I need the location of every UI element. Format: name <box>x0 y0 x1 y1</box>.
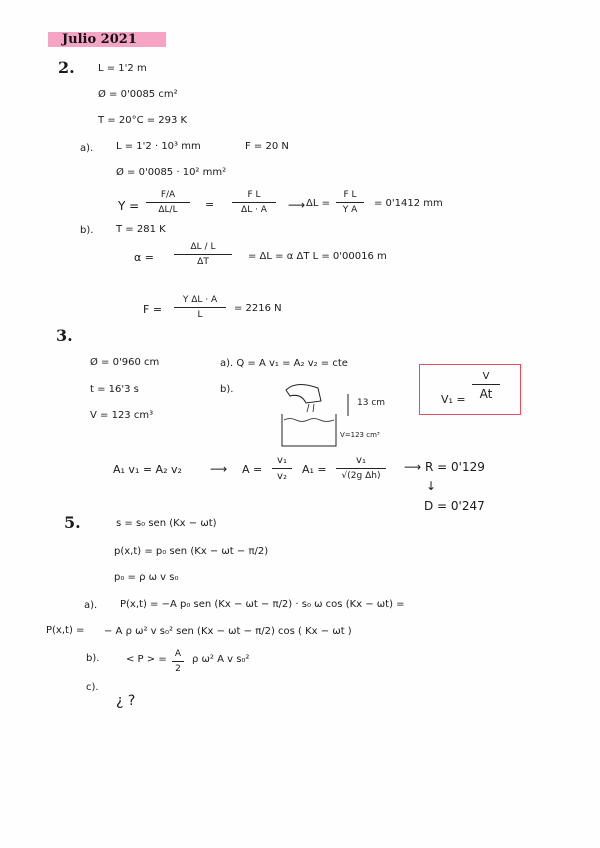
p5-half-fraction <box>172 650 184 674</box>
fraction-denominator: 2 <box>175 664 181 674</box>
p2-part-b-label: b). <box>80 225 94 236</box>
p5-part-c-label: c). <box>86 682 99 693</box>
p2-length: L = 1'2 m <box>98 63 147 74</box>
p3-volume-label: V=123 cm³ <box>340 431 380 439</box>
p3-volume: V = 123 cm³ <box>90 410 154 421</box>
p2-diameter-mm: Ø = 0'0085 · 10² mm² <box>116 167 227 178</box>
p2-temperature-2: T = 281 K <box>116 224 166 235</box>
problem-2-number: 2. <box>58 58 75 77</box>
p5-mean-power-lhs: < P > = <box>126 654 167 665</box>
p3-diameter-result: D = 0'247 <box>424 499 485 513</box>
page-title: Julio 2021 <box>62 32 137 47</box>
p2-alpha-lhs: α = <box>134 251 154 264</box>
water-surface <box>284 419 334 422</box>
p3-diameter: Ø = 0'960 cm <box>90 357 160 368</box>
p2-length-mm: L = 1'2 · 10³ mm <box>116 141 201 152</box>
p2-delta-l-lhs: ΔL = <box>306 198 330 209</box>
p3-box-fraction <box>472 372 500 400</box>
problem-5-number: 5. <box>64 513 81 532</box>
problem-3-number: 3. <box>56 326 73 345</box>
p5-part-c-question: ¿ ? <box>116 693 136 709</box>
fraction-denominator: ΔL/L <box>158 205 178 215</box>
p2-force-lhs: F = <box>143 303 163 316</box>
p2-force-result: = 2216 N <box>234 303 282 314</box>
fraction-numerator: V <box>482 371 490 382</box>
p2-arrow: ⟶ <box>288 198 306 212</box>
p5-mean-power-rhs: ρ ω² A v s₀² <box>192 654 250 665</box>
fraction-numerator: v₁ <box>356 455 366 466</box>
p5-part-b-label: b). <box>86 653 100 664</box>
tap-icon <box>286 384 321 403</box>
p2-force: F = 20 N <box>245 141 289 152</box>
fraction-denominator: v₂ <box>277 471 287 482</box>
fraction-numerator: F/A <box>160 190 176 200</box>
fraction-numerator: F L <box>247 190 261 200</box>
p5-part-a-label: a). <box>84 600 98 611</box>
p5-power-lhs: P(x,t) = <box>46 625 85 636</box>
p3-area1-symbol: A₁ = <box>302 463 327 476</box>
p5-pressure-amplitude: p₀ = ρ ω v s₀ <box>114 572 179 583</box>
fraction-denominator: Y A <box>342 205 358 215</box>
p2-equals-1: = <box>205 198 215 211</box>
fraction-numerator: ΔL / L <box>190 242 216 252</box>
p3-area-lhs: A = <box>242 463 263 476</box>
p3-box-lhs: V₁ = <box>441 393 466 406</box>
p5-power-eq-1: P(x,t) = −A p₀ sen (Kx − ωt − π/2) · s₀ ω cos (Kx − ωt) = <box>120 599 405 610</box>
p2-delta-l-result: = 0'1412 mm <box>374 198 443 209</box>
p2-diameter: Ø = 0'0085 cm² <box>98 89 178 100</box>
p3-boxed-formula <box>419 364 521 415</box>
p2-alpha-rhs: = ΔL = α ΔT L = 0'00016 m <box>248 251 387 262</box>
p3-height-label: 13 cm <box>357 398 386 408</box>
fraction-denominator: At <box>479 387 493 401</box>
fraction-denominator: ΔL · A <box>241 205 267 215</box>
p3-part-b-label: b). <box>220 384 234 395</box>
p3-part-a: a). Q = A v₁ = A₂ v₂ = cte <box>220 358 348 369</box>
fraction-numerator: F L <box>343 190 357 200</box>
fraction-denominator: √(2g Δh) <box>341 471 381 481</box>
p3-down-arrow: ↓ <box>426 479 437 493</box>
water-stream <box>307 404 309 412</box>
p5-power-eq-2: − A ρ ω² v s₀² sen (Kx − ωt − π/2) cos ( Kx − ωt ) <box>104 626 352 637</box>
p3-velocity-ratio <box>272 456 292 482</box>
p3-arrow: ⟶ <box>210 462 228 476</box>
p5-displacement-eq: s = s₀ sen (Kx − ωt) <box>116 518 217 529</box>
p3-time: t = 16'3 s <box>90 384 139 395</box>
fraction-denominator: ΔT <box>197 257 209 267</box>
p2-temperature: T = 20°C = 293 K <box>98 115 188 126</box>
p3-root-fraction <box>336 456 386 481</box>
p2-young-lhs: Y = <box>118 199 140 213</box>
fraction-numerator: A <box>174 649 182 659</box>
p5-pressure-eq: p(x,t) = p₀ sen (Kx − ωt − π/2) <box>114 546 269 557</box>
water-stream <box>313 404 314 412</box>
fraction-denominator: L <box>197 310 203 320</box>
fraction-numerator: v₁ <box>277 455 287 466</box>
fraction-numerator: Y ΔL · A <box>182 295 218 305</box>
p3-continuity-eq: A₁ v₁ = A₂ v₂ <box>113 463 182 476</box>
p2-part-a-label: a). <box>80 143 94 154</box>
p3-radius-result: ⟶ R = 0'129 <box>404 460 485 474</box>
